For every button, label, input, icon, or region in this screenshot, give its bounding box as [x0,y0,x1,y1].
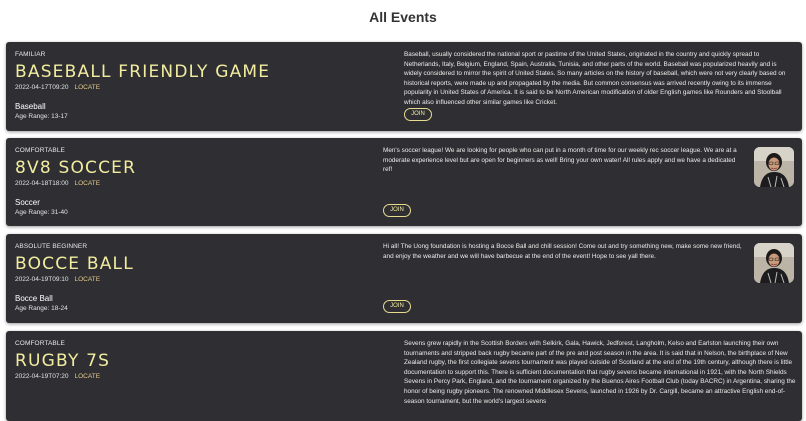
locate-link[interactable]: LOCATE [74,180,101,187]
event-card [6,331,802,421]
user-avatar-photo [754,243,794,283]
event-header [15,340,375,380]
event-level: COMFORTABLE [15,147,65,154]
event-header [15,243,375,283]
event-card [6,42,802,131]
event-header [15,147,375,187]
event-description: Sevens grew rapidly in the Scottish Borders with Selkirk, Gala, Hawick, Jedforest, Langholm, Kelso and Earlston launching their own tournaments and stripped back rugby became part of the pre and post season in the area. It is said that in Nelson, the birthplace of New Zealand rugby, the first collegiate sevens tournament was played outside of Scotland at the end of the 19th century, although there is little documentation to support this. There is sufficient documentation that rugby sevens became international in 1921, with the North Shields Sevens in Percy Park, England, and the tournament organized by the Buenos Aires Football Club (today BACRC) in Argentina, sharing the honor of being rugby pioneers. The renowned Middlesex Sevens, launched in 1926 by Dr. Cargill, became an attractive English end-of-season tournament, but the world's largest sevens [404,340,796,405]
avatar-icon [754,147,794,187]
event-datetime: 2022-04-18T18:00 [15,180,69,187]
event-level: COMFORTABLE [15,340,65,347]
event-datetime: 2022-04-17T09:20 [15,84,69,91]
join-button[interactable]: JOIN [404,108,432,121]
event-title: 8V8 SOCCER [15,158,137,178]
event-sport: Soccer [15,198,40,207]
event-meta [15,276,375,283]
event-sport: Bocce Ball [15,294,53,303]
avatar-icon [754,243,794,283]
event-description: Men's soccer league! We are looking for people who can put in a month of time for our weekly rec soccer league. We are at a moderate experience level but are open for beginners as well! Bring your own water! All rules apply and we have a dedicated ref! [383,147,737,174]
event-title: BOCCE BALL [15,254,134,274]
event-title: BASEBALL FRIENDLY GAME [15,62,271,82]
user-avatar-photo [754,147,794,187]
event-description: Baseball, usually considered the national sport or pastime of the United States, originated in the country and quickly spread to Netherlands, Italy, Belgium, England, Spain, Australia, Tunisia, and other parts of the world. Baseball was popularized heavily and is widely considered to mirror the spirit of United States. So many articles on the history of baseball, which were not very clearly based on historical reports, were made up and propagated by the media. But common consensus was arrived recently owing to its immense popularity in United States of America. It is said to be North American modification of older English games like Rounders and Stoolball which also influenced other similar games like Cricket. [404,51,786,106]
event-meta [15,373,375,380]
event-datetime: 2022-04-19T09:10 [15,276,69,283]
locate-link[interactable]: LOCATE [74,84,101,91]
locate-link[interactable]: LOCATE [74,373,101,380]
event-sport: Baseball [15,102,46,111]
event-card [6,234,802,323]
page-title: All Events [369,9,437,25]
event-meta [15,84,375,91]
event-header [15,51,375,91]
locate-link[interactable]: LOCATE [74,276,101,283]
event-card [6,138,802,226]
event-age-range: Age Range: 31-40 [15,209,68,216]
event-datetime: 2022-04-19T07:20 [15,373,69,380]
event-age-range: Age Range: 13-17 [15,113,68,120]
event-age-range: Age Range: 18-24 [15,305,68,312]
event-level: FAMILIAR [15,51,46,58]
event-meta [15,180,375,187]
event-description: Hi all! The Uong foundation is hosting a Bocce Ball and chill session! Come out and try something new, make some new friend, and enjoy the weather and we will have barbecue at the end of the event! Hope to see yall there. [383,243,742,260]
event-level: ABSOLUTE BEGINNER [15,243,88,250]
join-button[interactable]: JOIN [383,204,411,217]
event-title: RUGBY 7S [15,351,111,371]
join-button[interactable]: JOIN [383,300,411,313]
